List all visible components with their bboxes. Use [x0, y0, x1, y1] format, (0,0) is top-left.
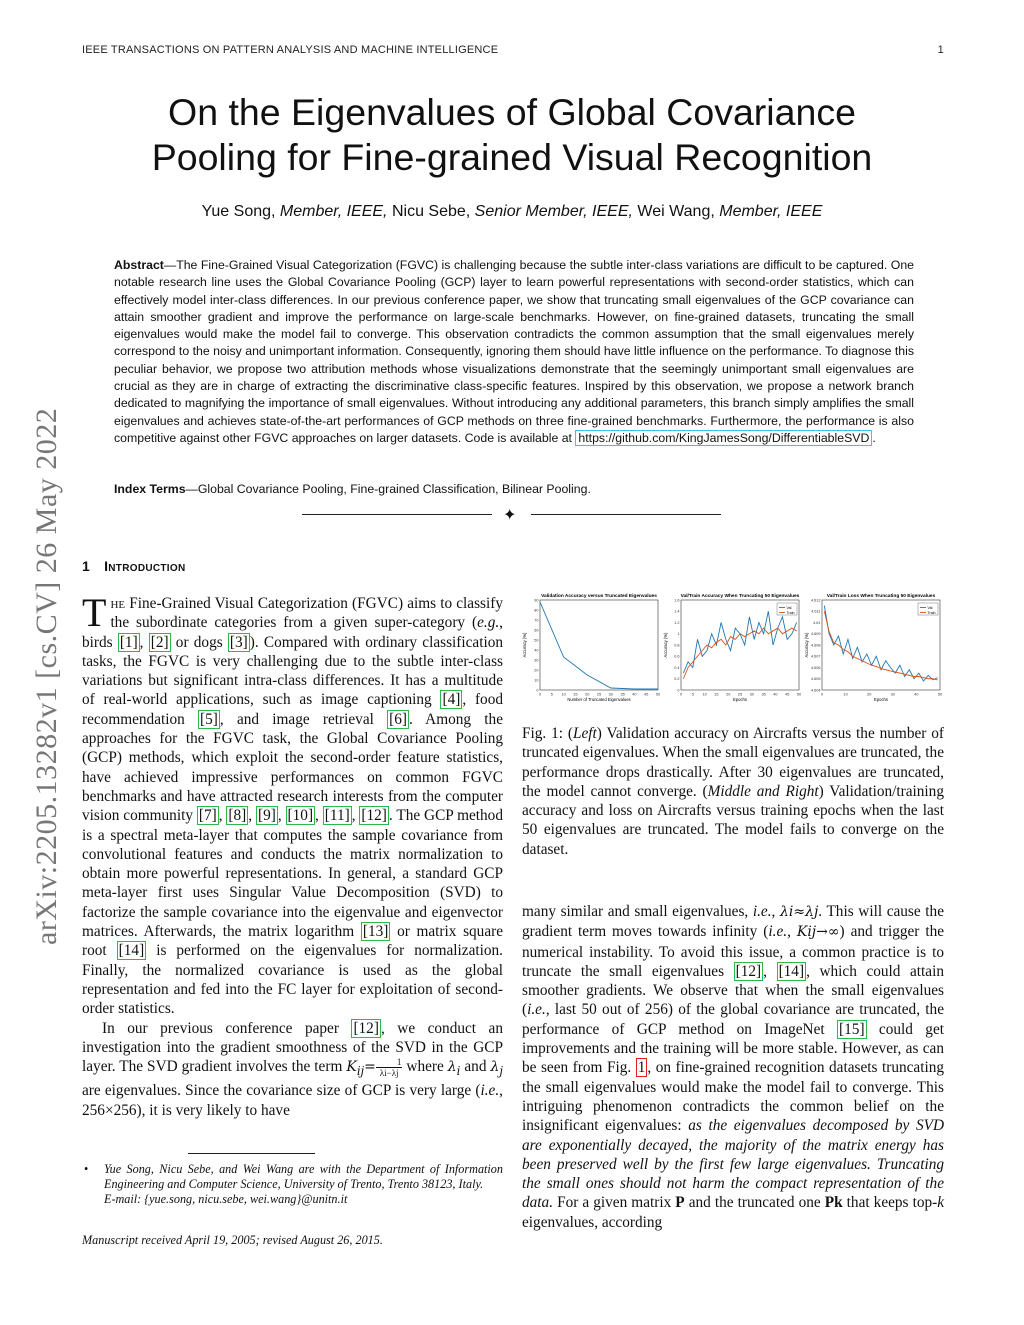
- index-terms-label: Index Terms: [114, 482, 186, 496]
- manuscript-note: Manuscript received April 19, 2005; revised August 26, 2015.: [82, 1233, 383, 1247]
- text: ,: [771, 903, 780, 920]
- x-axis-label: Epochs: [874, 697, 888, 702]
- x-tick-label: 50: [937, 692, 943, 697]
- chart-svg: [663, 592, 803, 710]
- author-name: Nicu Sebe,: [391, 203, 471, 220]
- citation-link[interactable]: [14]: [778, 962, 805, 980]
- text: Fine-Grained Visual Categorization (FGVC) aims to classify the subordinate categories from a given super-category (: [110, 595, 503, 632]
- page-number: 1: [937, 44, 944, 56]
- x-tick-label: 50: [655, 692, 661, 697]
- x-tick-label: 25: [596, 692, 602, 697]
- text: . The GCP method is a spectral meta-layer that computes the sample covariance from convolutional features and conducts the matrix normalization to obtain more powerful representations. In general, a standard GCP meta-layer first uses Singular Value Decomposition (SVD) to factorize the sample covariance into the eigenvalue and eigenvector matrices. Afterwards, the matrix logarithm: [82, 807, 503, 941]
- text: , which could attain smoother gradients. We observe that when the small eigenvalues (: [522, 962, 944, 1019]
- abstract: [114, 257, 914, 447]
- citation-link[interactable]: [6]: [389, 710, 407, 728]
- title-line-1: On the Eigenvalues of Global Covariance: [168, 91, 856, 133]
- text: is performed on the eigenvalues for normalization. Finally, the normalized covariance is used as the global representation and fed into the FC layer for exploitation of second-order statistics.: [82, 942, 504, 1018]
- math-kij: [346, 1059, 376, 1078]
- legend-label: Val: [786, 605, 792, 610]
- section-number: 1: [82, 558, 91, 574]
- citation-link[interactable]: [12]: [353, 1019, 379, 1037]
- y-tick-label: 4.612: [810, 598, 821, 603]
- text: and: [460, 1058, 491, 1076]
- citation-link[interactable]: [7]: [198, 807, 217, 825]
- x-tick-label: 10: [561, 692, 566, 697]
- citation-link[interactable]: [10]: [287, 807, 314, 825]
- text: eigenvalues, according: [522, 1213, 663, 1231]
- math-symbol: λ: [490, 1059, 500, 1076]
- text: ) Validation accuracy on Aircrafts versus the number of truncated eigenvalues. When the small eigenvalues are truncated, the performance drops drastically. After 30 eigenvalues are truncated, the model cannot converge. (: [522, 725, 944, 800]
- y-tick-label: 4.607: [810, 654, 821, 659]
- text: are eigenvalues. Since the covariance size of GCP is very large (: [82, 1082, 481, 1100]
- text: that keeps top-: [842, 1194, 938, 1212]
- arxiv-stamp: arXiv:2205.13282v1 [cs.CV] 26 May 2022: [30, 407, 63, 945]
- text: , birds: [82, 614, 503, 651]
- text: where: [402, 1058, 448, 1076]
- y-tick-label: 50: [534, 638, 539, 643]
- bullet-icon: •: [84, 1162, 89, 1176]
- abstract-end: .: [872, 430, 876, 445]
- y-tick-label: 10: [534, 678, 539, 683]
- text: . Among the approaches for the FGVC task, the Global Covariance Pooling (GCP) methods, which exploit the second-order feature statistics, have achieved impressive performances on common FGVC benchmarks and have attracted research interests from the computer vision community: [82, 710, 503, 825]
- drop-cap: T: [82, 590, 107, 635]
- divider-left: [302, 514, 492, 515]
- y-axis-label: Accuracy (%): [522, 632, 527, 658]
- y-tick-label: 40: [534, 648, 539, 653]
- text: or dogs: [170, 633, 228, 651]
- y-tick-label: 1: [677, 632, 680, 637]
- citation-link[interactable]: [13]: [362, 923, 389, 941]
- x-tick-label: 45: [785, 692, 790, 697]
- x-tick-label: 20: [585, 692, 590, 697]
- y-tick-label: 4.606: [810, 665, 821, 670]
- x-tick-label: 25: [737, 692, 743, 697]
- y-tick-label: 80: [534, 608, 539, 613]
- citation-link[interactable]: [12]: [361, 807, 387, 825]
- y-tick-label: 1.2: [674, 620, 680, 625]
- chart-truncated-eigenvalues: [522, 592, 662, 710]
- citation-link[interactable]: [1]: [119, 633, 138, 651]
- code-link[interactable]: https://github.com/KingJamesSong/DifferentiableSVD: [575, 430, 872, 446]
- citation-link[interactable]: [15]: [839, 1020, 865, 1038]
- x-tick-label: 10: [702, 692, 707, 697]
- y-tick-label: 0.6: [674, 654, 680, 659]
- y-tick-label: 0.4: [674, 665, 680, 670]
- x-tick-label: 0: [679, 692, 683, 697]
- text: k: [937, 1194, 945, 1212]
- affiliation-footnote: [82, 1162, 503, 1208]
- chart-val-train-loss: [804, 592, 944, 710]
- x-tick-label: 15: [714, 692, 719, 697]
- text: , on fine-grained recognition datasets truncating the small eigenvalues would make the model fail to converge. This intriguing phenomenon contradicts the common belief on the insignificant eigenvalues:: [522, 1059, 944, 1135]
- x-tick-label: 35: [620, 692, 625, 697]
- text: ,: [763, 962, 777, 980]
- y-tick-label: 1.4: [674, 609, 680, 614]
- math-bold-pk: Pk: [824, 1194, 843, 1212]
- footnote-email: E-mail: {yue.song, nicu.sebe, wei.wang}@unitn.it: [104, 1192, 348, 1207]
- right-paragraph: [522, 902, 944, 1232]
- legend-label: Train: [927, 610, 936, 615]
- y-tick-label: 90: [534, 598, 539, 603]
- legend-label: Train: [786, 610, 795, 615]
- right-column: [522, 902, 944, 1232]
- citation-link[interactable]: [9]: [257, 807, 276, 825]
- text: . This will cause the gradient term moves towards infinity (: [522, 903, 944, 941]
- x-tick-label: 20: [726, 692, 731, 697]
- text: ) Validation/training accuracy and loss on Aircrafts versus training epochs when the last 50 eigenvalues are truncated. The model fails to converge on the dataset.: [522, 782, 944, 858]
- text: or matrix square root: [82, 923, 504, 960]
- author-role: Member, IEEE,: [279, 203, 388, 220]
- divider-star-icon: ✦: [503, 507, 517, 524]
- citation-link[interactable]: [11]: [324, 807, 350, 825]
- citation-link[interactable]: [3]: [229, 633, 248, 651]
- x-tick-label: 30: [749, 692, 754, 697]
- citation-link[interactable]: [8]: [228, 807, 247, 825]
- math-fraction: [376, 1057, 403, 1078]
- author-name: Yue Song,: [201, 203, 276, 220]
- math-equals: =: [364, 1059, 376, 1076]
- journal-name: IEEE TRANSACTIONS ON PATTERN ANALYSIS AND MACHINE INTELLIGENCE: [82, 44, 499, 56]
- x-tick-label: 5: [691, 692, 694, 697]
- text: For a given matrix: [553, 1194, 676, 1212]
- author-list: [90, 203, 934, 221]
- text: Middle and Right: [707, 782, 819, 800]
- chart-svg: [804, 592, 944, 710]
- x-tick-label: 40: [914, 692, 919, 697]
- index-terms: [114, 482, 914, 496]
- text: ,: [139, 633, 149, 651]
- x-tick-label: 50: [796, 692, 802, 697]
- y-tick-label: 0.8: [674, 643, 680, 648]
- text: In our previous conference paper: [102, 1019, 352, 1037]
- legend-label: Val: [927, 605, 933, 610]
- text: ,: [787, 923, 797, 941]
- y-tick-label: 4.61: [813, 620, 821, 625]
- x-tick-label: 0: [538, 692, 542, 697]
- x-axis-label: Number of Truncated Eigenvalues: [567, 697, 631, 702]
- y-tick-label: 4.611: [811, 609, 821, 614]
- section-heading: [82, 558, 185, 574]
- text: , and image retrieval: [219, 710, 388, 728]
- x-tick-label: 40: [632, 692, 637, 697]
- text: ) and trigger the numerical instability. To avoid this issue, a common practice is to truncate the small eigenvalues: [522, 923, 945, 980]
- text: i.e.: [768, 923, 788, 941]
- index-terms-text: —Global Covariance Pooling, Fine-grained Classification, Bilinear Pooling.: [185, 482, 591, 496]
- running-header: [82, 44, 944, 56]
- math-symbol: λ: [447, 1059, 457, 1076]
- math-bold-p: P: [675, 1194, 685, 1212]
- x-tick-label: 40: [773, 692, 778, 697]
- x-tick-label: 30: [890, 692, 895, 697]
- math-subscript: i: [456, 1063, 461, 1078]
- text: could get improvements and the training will be more stable. However, as can be seen from Fig.: [522, 1020, 944, 1077]
- text: many similar and small eigenvalues,: [522, 903, 753, 920]
- text: e.g.: [477, 614, 500, 632]
- chart-title: Val/Train Loss When Truncating 50 Eigenvalues: [826, 594, 936, 599]
- citation-link[interactable]: [2]: [150, 633, 169, 651]
- y-tick-label: 0: [536, 688, 539, 693]
- text: , last 50 out of 256) of the global covariance are truncated, the performance of GCP method on ImageNet: [522, 1001, 944, 1038]
- figure-caption: [522, 724, 944, 859]
- author-role: Senior Member, IEEE,: [474, 203, 633, 220]
- y-tick-label: 0.2: [674, 677, 680, 682]
- x-tick-label: 30: [608, 692, 613, 697]
- left-column: [82, 590, 504, 1120]
- text: Left: [573, 725, 597, 742]
- text: Fig. 1: (: [522, 725, 573, 742]
- citation-link[interactable]: [5]: [200, 710, 218, 728]
- math-approx: λi≈λj: [780, 904, 819, 920]
- citation-link[interactable]: [12]: [735, 962, 762, 980]
- text: he: [110, 595, 126, 612]
- y-tick-label: 4.604: [810, 688, 821, 693]
- x-tick-label: 20: [867, 692, 872, 697]
- abstract-text: —The Fine-Grained Visual Categorization (FGVC) is challenging because the subtle inter-class variations are difficult to be captured. One notable research line uses the Global Covariance Pooling (GCP) layer to learn powerful representations with second-order statistics, which can effectively model inter-class differences. In our previous conference paper, we show that truncating small eigenvalues of the GCP covariance can attain smoother gradient and improve the performance on large-scale benchmarks. However, on fine-grained datasets, truncating the small eigenvalues would make the model fail to converge. This observation contradicts the common assumption that the small eigenvalues merely correspond to the noisy and unimportant information. Consequently, ignoring them should have little influence on the performance. To diagnose this peculiar behavior, we propose two attribution methods whose visualizations demonstrate that the seemingly unimportant small eigenvalues are crucial as they are in charge of extracting the discriminative class-specific features. Inspired by this observation, we propose a network branch dedicated to magnifying the importance of small eigenvalues. Without introducing any additional parameters, this branch simply amplifies the small eigenvalues and achieves state-of-the-art performances of GCP methods on three fine-grained benchmarks. Furthermore, the performance is also competitive against other FGVC approaches on larger datasets. Code is available at: [114, 258, 915, 445]
- y-axis-label: Accuracy (%): [663, 632, 668, 658]
- y-tick-label: 60: [534, 628, 539, 633]
- text: as the eigenvalues decomposed by SVD are exponentially decayed, the majority of the matrix energy has been preserved well by the first few large eigenvalues. Truncating the small ones should not harm the compact representation of the data.: [522, 1117, 945, 1212]
- author-role: Member, IEEE: [719, 203, 823, 220]
- intro-paragraph-2: [82, 1019, 503, 1120]
- paper-title: [90, 90, 934, 180]
- text: ). Compared with ordinary classification tasks, the FGVC is very challenging due to the subtle inter-class variations but significant intra-class differences. It has a multitude of real-world applications, such as image captioning: [82, 633, 504, 709]
- divider-right: [531, 514, 721, 515]
- x-tick-label: 10: [843, 692, 848, 697]
- y-tick-label: 4.609: [810, 632, 821, 637]
- y-tick-label: 1.6: [674, 598, 680, 603]
- chart-title: Validation Accuracy versus Truncated Eigenvalues: [541, 594, 657, 599]
- y-tick-label: 30: [534, 658, 539, 663]
- footnote-rule: [188, 1153, 315, 1154]
- math-lambda-j: [490, 1059, 503, 1078]
- x-tick-label: 0: [820, 692, 824, 697]
- author-name: Wei Wang,: [637, 203, 715, 220]
- math-subscript: ij: [356, 1063, 365, 1078]
- citation-link[interactable]: [14]: [118, 942, 145, 960]
- text: , food recommendation: [82, 691, 503, 728]
- chart-val-train-accuracy: [663, 592, 803, 710]
- chart-svg: [522, 592, 662, 710]
- text: i.e.: [752, 903, 772, 920]
- chart-title: Val/Train Accuracy When Truncating 50 Eigenvalues: [680, 594, 800, 599]
- x-tick-label: 5: [550, 692, 553, 697]
- x-axis-label: Epochs: [733, 697, 747, 702]
- y-tick-label: 0: [677, 688, 680, 693]
- intro-paragraph-1: The Fine-Grained Visual Categorization (FGVC) aims to classify the subordinate categories from a given super-category (e.g., birds [1] , [2] or dogs [3] ). Compared with ordinary classification tasks, the FGVC is very challenging due to the subtle inter-class variations but significant intra-class differences. It has a multitude of real-world applications, such as image captioning [4] , food recommendation [5] , and image retrieval [6] . Among the approaches for the FGVC task, the Global Covariance Pooling (GCP) methods, which exploit the second-order feature statistics, have achieved impressive performances on common FGVC benchmarks and have attracted research interests from the computer vision community [7] , [8] , [9] , [10] , [11] , [12] . The GCP method is a spectral meta-layer that computes the sample covariance from convolutional features and conducts the matrix normalization to obtain more powerful representations. In general, a standard GCP meta-layer first uses Singular Value Decomposition (SVD) to factorize the sample covariance into the eigenvalue and eigenvector matrices. Afterwards, the matrix logarithm [13] or matrix square root [14] is performed on the eigenvalues for normalization. Finally, the normalized covariance is used as the global representation and fed into the FC layer for exploitation of second-order statistics.: [82, 590, 504, 1018]
- math-subscript: j: [499, 1063, 503, 1078]
- x-tick-label: 35: [761, 692, 766, 697]
- section-title: Introduction: [104, 558, 186, 574]
- fraction-denominator: λi−λj: [379, 1068, 399, 1079]
- citation-link[interactable]: [4]: [442, 691, 461, 709]
- math-kij-inf: Kij→∞: [796, 924, 840, 941]
- y-axis-label: Accuracy (%): [804, 632, 809, 658]
- title-line-2: Pooling for Fine-grained Visual Recognition: [151, 136, 873, 178]
- text: , 256×256), it is very likely to have: [82, 1082, 503, 1119]
- text: i.e.: [527, 1001, 546, 1019]
- abstract-label: Abstract: [114, 258, 164, 272]
- y-tick-label: 20: [534, 668, 539, 673]
- x-tick-label: 15: [573, 692, 578, 697]
- figure-link[interactable]: 1: [637, 1059, 646, 1077]
- y-tick-label: 4.605: [810, 677, 821, 682]
- plot-frame: [540, 600, 658, 690]
- math-lambda-i: [447, 1059, 461, 1078]
- y-tick-label: 70: [534, 618, 539, 623]
- fraction-numerator: 1: [376, 1057, 403, 1068]
- x-tick-label: 45: [644, 692, 649, 697]
- text: and the truncated one: [684, 1194, 825, 1212]
- text: , we conduct an investigation into the gradient smoothness of the SVD in the GCP layer. The SVD gradient involves the term: [82, 1019, 503, 1076]
- y-tick-label: 4.608: [810, 643, 821, 648]
- footnote-affiliation: Yue Song, Nicu Sebe, and Wei Wang are with the Department of Information Engineering and Computer Science, University of Trento, Trento 38123, Italy.: [104, 1162, 503, 1192]
- math-symbol: K: [346, 1059, 357, 1076]
- text: i.e.: [480, 1082, 500, 1100]
